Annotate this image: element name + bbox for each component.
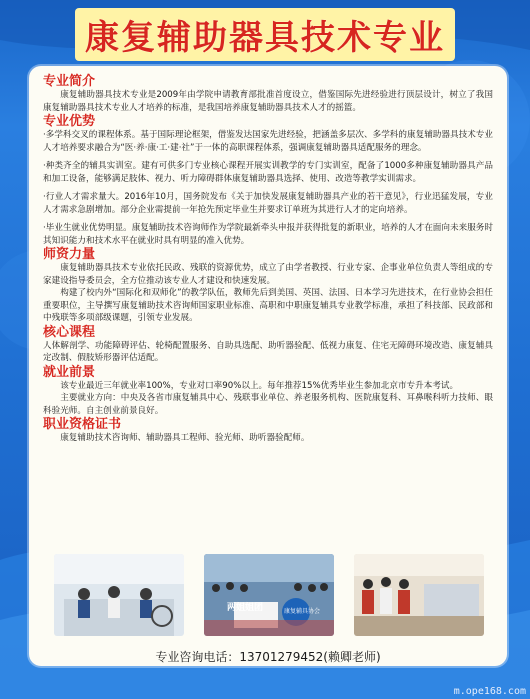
title-container — [0, 8, 530, 61]
section-heading-faculty: 师资力量 — [43, 247, 96, 262]
section-heading-certificates: 职业资格证书 — [43, 417, 122, 432]
employment-paragraph: 主要就业方向：中央及各省市康复辅具中心、残联事业单位、养老服务机构、医院康复科、耳鼻喉科听力技师、眼科验光师。自主创业前景良好。 — [43, 393, 493, 416]
watermark: m.ope168.com — [453, 686, 526, 697]
section-heading-courses: 核心课程 — [43, 324, 96, 340]
advantage-item: ·行业人才需求量大。2016年10月，国务院发布《关于加快发展康复辅助器具产业的若干意见》，行业迅猛发展，专业人才需求急剧增加。部分企业需提前一年抢先预定毕业生并要求订单班为其进行人才的定向培养。 — [43, 192, 493, 215]
section-heading-employment: 就业前景 — [43, 364, 96, 380]
content-body — [43, 74, 493, 445]
faculty-paragraph: 康复辅助器具技术专业依托民政、残联的资源优势，成立了由学者教授、行业专家、企事业单位负责人等组成的专家建设指导委员会，全方位推动该专业人才建设和快速发展。 — [43, 263, 493, 286]
consult-label: 专业咨询电话： — [155, 650, 240, 664]
page-title: 康复辅助器具技术专业 — [75, 8, 455, 61]
classroom-photo — [54, 554, 184, 636]
advantage-item: ·多学科交叉的课程体系。基于国际理论框架，借鉴发达国家先进经验，把涵盖多层次、多学科的康复辅助器具技术专业人才培养要求融合为“医·养·康·工·建·社”于一体的高职课程体系，强调康复辅助器具适配服务的理念。 — [43, 130, 493, 153]
consult-phone[interactable]: 13701279452(赖卿老师) — [239, 650, 381, 664]
photo-banner-text: 两姐姐团 — [227, 603, 264, 613]
section-heading-advantages: 专业优势 — [43, 114, 96, 129]
intro-text: 康复辅助器具技术专业是2009年由学院申请教育部批准首度设立，借鉴国际先进经验进行顶层设计，树立了我国康复辅助器具技术专业人才培养的标准，是我国培养康复辅助器具技术人才的摇篮。 — [43, 90, 493, 113]
content-card — [29, 66, 507, 666]
consult-line — [29, 648, 507, 665]
photo-strip — [54, 554, 484, 644]
workshop-photo — [354, 554, 484, 636]
employment-paragraph: 该专业最近三年就业率100%，专业对口率90%以上。每年推荐15%优秀毕业生参加北京市专升本考试。 — [60, 380, 459, 391]
group-photo — [204, 554, 334, 636]
courses-text: 人体解剖学、功能障碍评估、轮椅配置服务、自助具选配、助听器验配、低视力康复、住宅无障碍环境改造、康复辅具定改制、假肢矫形器评估适配。 — [43, 340, 493, 363]
section-heading-intro: 专业简介 — [43, 74, 96, 89]
certificates-text: 康复辅助技术咨询师、辅助器具工程师、验光师、助听器验配师。 — [60, 433, 310, 443]
photo-badge-label: 康复辅具协会 — [284, 608, 321, 615]
advantage-item: ·种类齐全的辅具实训室。建有可供多门专业核心课程开展实训教学的专门实训室，配备了1000多种康复辅助器具产品和加工设备，能够满足肢体、视力、听力障碍群体康复辅助器具选择、使用、改造等教学实训需求。 — [43, 161, 493, 184]
advantage-item: ·毕业生就业优势明显。康复辅助技术咨询师作为学院最新牵头申报并获得批复的新职业，培养的人才在面向未来服务时其知识能力和技术水平在就业时具有明显的准入优势。 — [43, 223, 493, 246]
faculty-paragraph: 构建了校内外“国际化和双师化”的教学队伍，教师先后到美国、英国、法国、日本学习先进技术，在行业协会担任重要职位，主导撰写康复辅助技术咨询师国家职业标准、高职和中职康复辅具专业教学标准，承担了科技部、民政部和中残联等多项部级课题，引领专业发展。 — [43, 288, 493, 323]
